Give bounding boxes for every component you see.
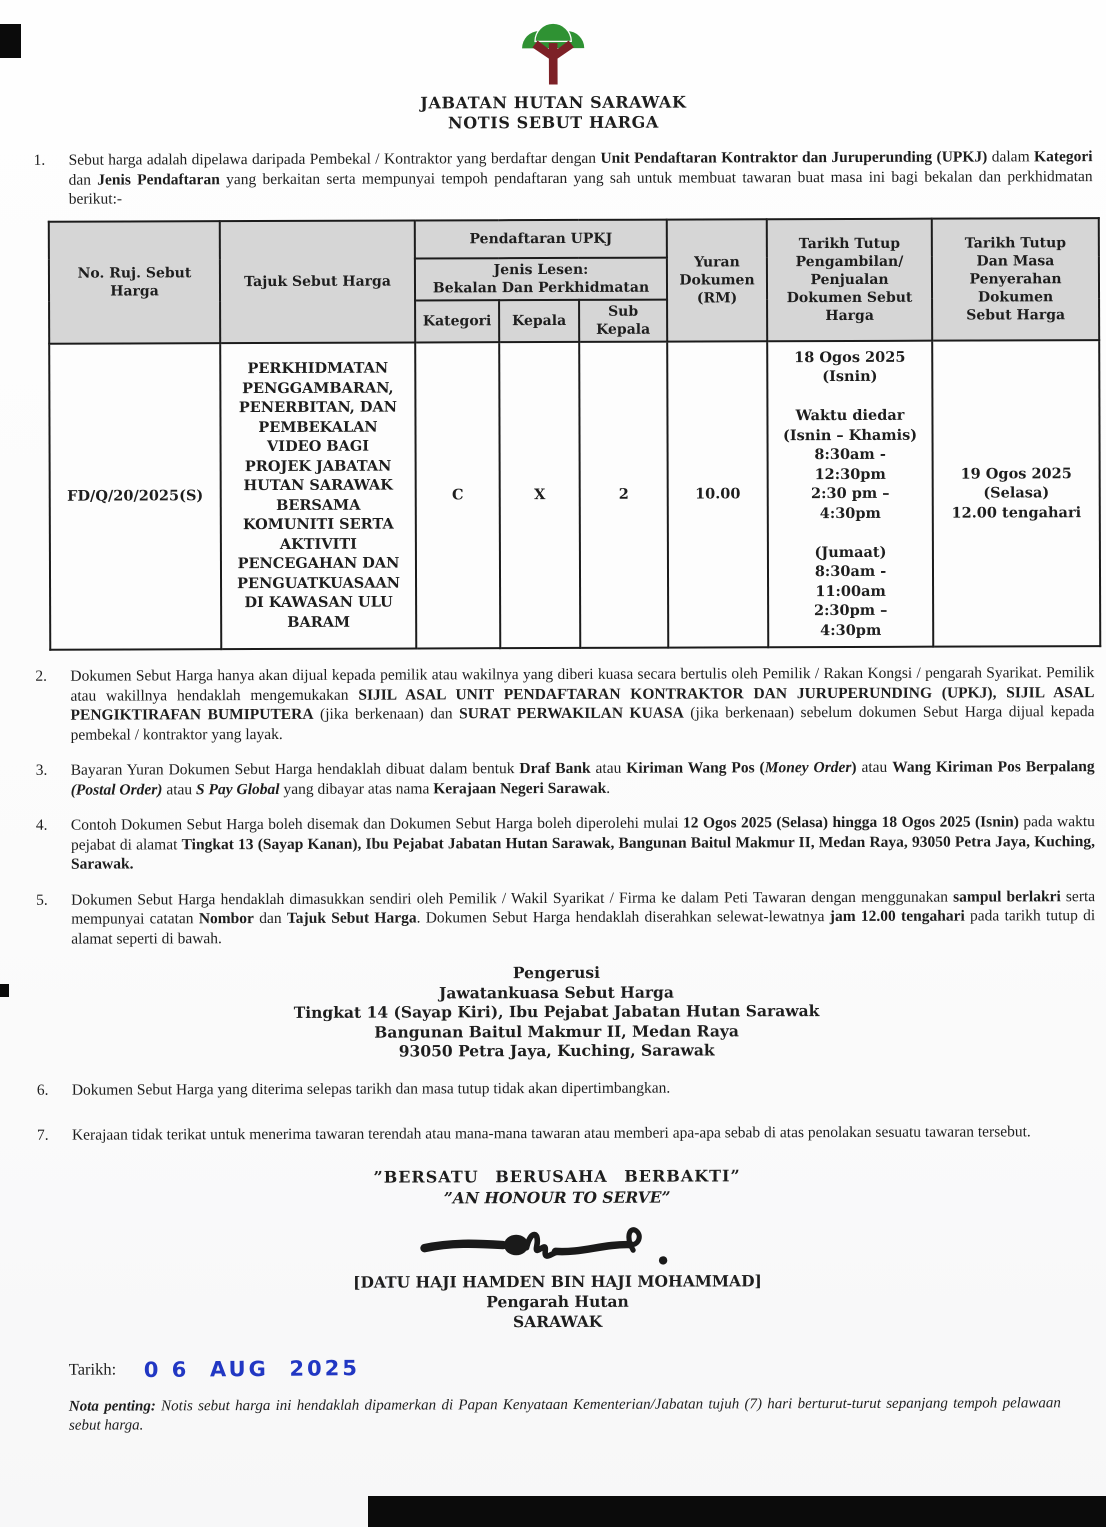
- handwritten-signature-icon: [412, 1213, 702, 1272]
- date-stamp: 0 6 AUG 2025: [144, 1355, 361, 1382]
- tender-table: [48, 217, 1102, 651]
- paragraph-4: [36, 812, 1095, 874]
- header-close-sale: Tarikh Tutup Pengambilan/ Penjualan Dokumen Sebut Harga: [767, 218, 932, 341]
- paragraph-list: [1, 147, 1106, 1435]
- header-license-type: Jenis Lesen: Bekalan Dan Perkhidmatan: [415, 257, 667, 300]
- paragraph-4-text: Contoh Dokumen Sebut Harga boleh disemak dan Dokumen Sebut Harga boleh diperolehi mulai 12 Ogos 2025 (Selasa) hingga 18 Ogos 2025 (Isnin) pada waktu pejabat di alamat Tingkat 13 (Sayap Kanan), Ibu Pejabat Jabatan Hutan Sarawak, Bangunan Baitul Makmur II, Medan Raya, 93050 Petra Jaya, Kuching, Sarawak.: [70, 813, 1095, 873]
- paragraph-6: [37, 1077, 1096, 1100]
- paragraph-4-number: 4.: [35, 816, 48, 834]
- cell-sale-schedule: 18 Ogos 2025 (Isnin) Waktu diedar (Isnin – Khamis) 8:30am - 12:30pm 2:30 pm – 4:30pm (Jumaat) 8:30am - 11:00am 2:30pm – 4:30pm: [767, 340, 933, 647]
- cell-ref-no: FD/Q/20/2025(S): [49, 343, 221, 650]
- cell-sub-kepala: 2: [579, 341, 668, 648]
- paragraph-5-text: Dokumen Sebut Harga hendaklah dimasukkan sendiri oleh Pemilik / Wakil Syarikat / Firma ke dalam Peti Tawaran dengan menggunakan sampul berlakri serta mempunyai catatan Nombor dan Tajuk Sebut Harga. Dokumen Sebut Harga hendaklah diserahkan selewat-lewatnya jam 12.00 tengahari pada tarikh tutup di alamat seperti di bawah.: [71, 887, 1096, 948]
- header-ref-no: No. Ruj. Sebut Harga: [49, 221, 220, 344]
- paragraph-6-text: Dokumen Sebut Harga yang diterima selepas tarikh dan masa tutup tidak akan dipertimbangkan.: [71, 1079, 671, 1099]
- header-title: Tajuk Sebut Harga: [220, 220, 415, 343]
- doc-title: NOTIS SEBUT HARGA: [447, 112, 659, 133]
- submission-address-block: Pengerusi Jawatankuasa Sebut Harga Tingkat 14 (Sayap Kiri), Ibu Pejabat Jabatan Hutan Sarawak Bangunan Baitul Makmur II, Medan Raya 93050 Petra Jaya, Kuching, Sarawak: [293, 962, 820, 1061]
- motto-malay: ”BERSATU BERUSAHA BERBAKTI”: [373, 1165, 741, 1187]
- scan-artifact-top-left: [0, 24, 21, 58]
- masthead: [0, 0, 1106, 135]
- important-note: Nota penting: Notis sebut harga ini hendaklah dipamerkan di Papan Kenyataan Kementerian/Jabatan tujuh (7) hari berturut-turut sepanjang tempoh pelawaan sebut harga.: [68, 1394, 1061, 1434]
- paragraph-5: [36, 887, 1095, 949]
- paragraph-5-number: 5.: [36, 891, 48, 909]
- header-sub-kepala: Sub Kepala: [579, 299, 667, 341]
- cell-category: C: [415, 342, 500, 649]
- paragraph-7: [37, 1122, 1096, 1145]
- scan-artifact-bottom-bar: [368, 1496, 1106, 1527]
- paragraph-3-number: 3.: [35, 761, 48, 779]
- header-category: Kategori: [415, 300, 499, 342]
- date-row: [69, 1354, 1106, 1382]
- paragraph-7-text: Kerajaan tidak terikat untuk menerima tawaran terendah atau mana-mana tawaran atau memberi apa-apa sebab di atas penolakan sesuatu tawaran tersebut.: [71, 1123, 1031, 1144]
- header-fee: Yuran Dokumen (RM): [667, 219, 767, 341]
- paragraph-3: [36, 757, 1095, 800]
- paragraph-2: [35, 663, 1094, 745]
- cell-submit-deadline: 19 Ogos 2025 (Selasa) 12.00 tengahari: [932, 340, 1100, 647]
- paragraph-2-number: 2.: [35, 667, 48, 685]
- signatory-block: [4, 1270, 1106, 1334]
- motto-block: [4, 1164, 1106, 1210]
- date-label: Tarikh:: [68, 1359, 117, 1379]
- paragraph-1-text: Sebut harga adalah dipelawa daripada Pembekal / Kontraktor yang berdaftar dengan Unit Pendaftaran Kontraktor dan Juruperunding (UPKJ) dalam Kategori dan Jenis Pendaftaran yang berkaitan serta mempunyai tempoh pendaftaran yang sah untuk membuat tawaran buat masa ini bagi bekalan dan perkhidmatan berikut:-: [68, 148, 1093, 208]
- paragraph-2-text: Dokumen Sebut Harga hanya akan dijual kepada pemilik atau wakilnya yang diberi kuasa secara bertulis oleh Pemilik / Rakan Kongsi / pengarah Syarikat. Pemilik atau wakillnya hendaklah mengemukakan SIJIL ASAL UNIT PENDAFTARAN KONTRAKTOR DAN JURUPERUNDING (UPKJ), SIJIL ASAL PENGIKTIRAFAN BUMIPUTERA (jika berkenaan) dan SURAT PERWAKILAN KUASA (jika berkenaan) sebelum dokumen Sebut Harga dijual kepada pembekal / kontraktor yang layak.: [70, 664, 1095, 744]
- signatory-region: SARAWAK: [512, 1311, 603, 1331]
- motto-english: ”AN HONOUR TO SERVE”: [443, 1187, 671, 1207]
- paragraph-3-text: Bayaran Yuran Dokumen Sebut Harga hendaklah dibuat dalam bentuk Draf Bank atau Kiriman Wang Pos (Money Order) atau Wang Kiriman Pos Berpalang (Postal Order) atau S Pay Global yang dibayar atas nama Kerajaan Negeri Sarawak.: [70, 758, 1095, 799]
- table-row: [49, 340, 1100, 650]
- paragraph-1-number: 1.: [33, 151, 46, 169]
- paragraph-6-number: 6.: [36, 1081, 49, 1099]
- header-upkj-group: Pendaftaran UPKJ: [415, 219, 667, 258]
- paragraph-1: [34, 147, 1093, 209]
- cell-kepala: X: [499, 341, 580, 648]
- header-close-submit: Tarikh Tutup Dan Masa Penyerahan Dokumen Sebut Harga: [932, 218, 1099, 341]
- signatory-name: [DATU HAJI HAMDEN BIN HAJI MOHAMMAD]: [353, 1270, 762, 1292]
- paragraph-7-number: 7.: [36, 1126, 49, 1144]
- signature-image: [4, 1212, 1106, 1274]
- signatory-role: Pengarah Hutan: [486, 1291, 629, 1311]
- forest-department-tree-logo-icon: [505, 12, 601, 93]
- scan-artifact-left-edge: [0, 984, 9, 997]
- cell-fee: 10.00: [667, 341, 768, 648]
- header-kepala: Kepala: [499, 299, 579, 341]
- org-title: JABATAN HUTAN SARAWAK: [420, 92, 687, 113]
- cell-title: PERKHIDMATAN PENGGAMBARAN, PENERBITAN, DAN PEMBEKALAN VIDEO BAGI PROJEK JABATAN HUTAN SARAWAK BERSAMA KOMUNITI SERTA AKTIVITI PENCEGAHAN DAN PENGUATKUASAAN DI KAWASAN ULU BARAM: [220, 342, 416, 649]
